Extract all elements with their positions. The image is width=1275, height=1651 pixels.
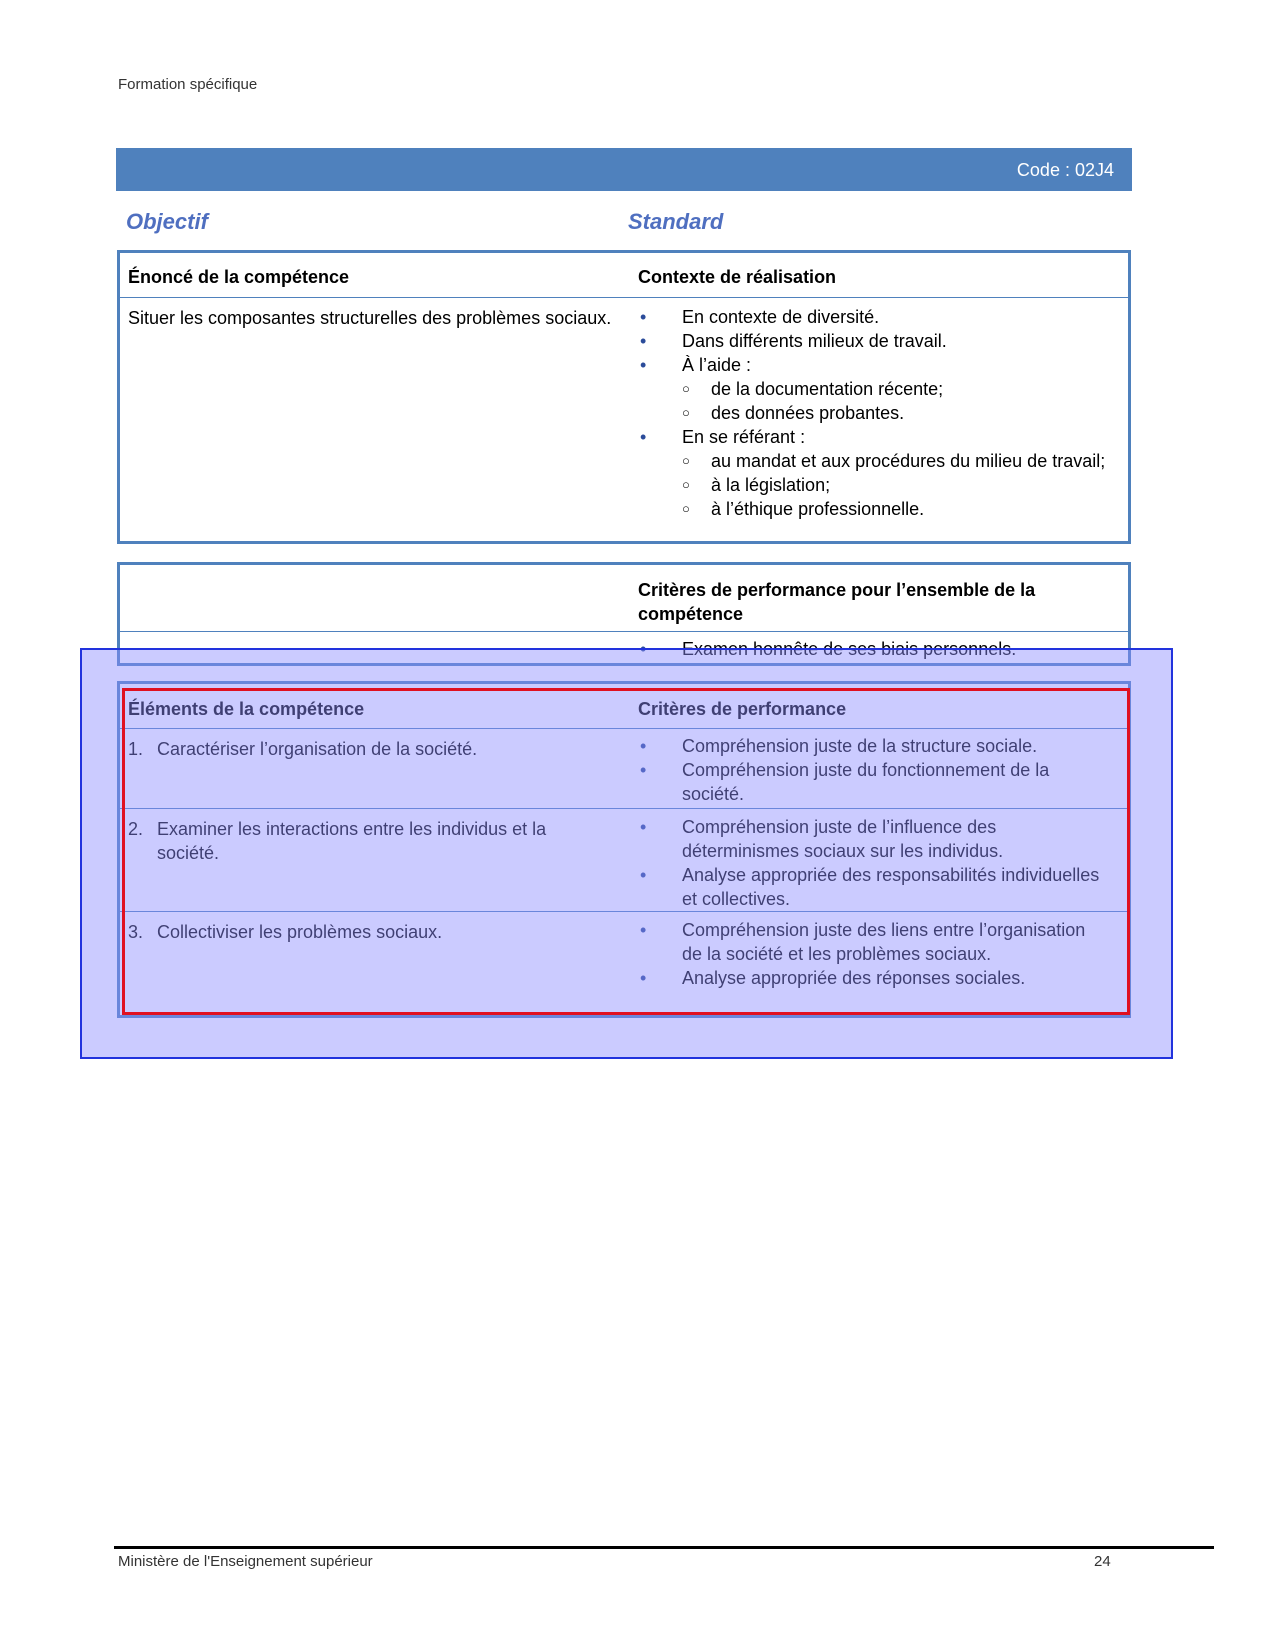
footer-ministry: Ministère de l'Enseignement supérieur xyxy=(118,1553,373,1570)
list-item: • Analyse appropriée des réponses sociales. xyxy=(638,966,1108,990)
element-row-2: 2. Examiner les interactions entre les individus et la société. xyxy=(128,819,547,863)
list-item: • Dans différents milieux de travail. xyxy=(638,329,1108,353)
enonce-header: Énoncé de la compétence xyxy=(128,267,350,287)
list-item: ○ à l’éthique professionnelle. xyxy=(682,497,1108,521)
list-item: • À l’aide : ○ de la documentation récente; ○ des données probantes. xyxy=(638,353,1108,425)
objectif-title: Objectif xyxy=(126,209,208,234)
header-label: Formation spécifique xyxy=(118,76,258,93)
standard-title: Standard xyxy=(628,209,724,234)
list-item: ○ à la législation; xyxy=(682,473,1108,497)
list-item: • Compréhension juste des liens entre l’organisation de la société et les problèmes sociaux. xyxy=(638,918,1108,966)
list-item: • En contexte de diversité. xyxy=(638,305,1108,329)
contexte-list xyxy=(638,305,1108,521)
list-item: ○ des données probantes. xyxy=(682,401,1108,425)
list-item: • Compréhension juste de l’influence des déterminismes sociaux sur les individus. xyxy=(638,815,1108,863)
list-item: ○ de la documentation récente; xyxy=(682,377,1108,401)
criteres-header: Critères de performance xyxy=(638,699,847,719)
contexte-header: Contexte de réalisation xyxy=(638,267,837,287)
list-item: • En se référant : ○ au mandat et aux procédures du milieu de travail; ○ à la législation; ○ à l’éthique professionnelle. xyxy=(638,425,1108,521)
table-enonce-contexte xyxy=(117,250,1131,544)
enonce-text: Situer les composantes structurelles des problèmes sociaux. xyxy=(128,308,612,328)
list-item: ○ au mandat et aux procédures du milieu de travail; xyxy=(682,449,1108,473)
footer-divider xyxy=(114,1546,1214,1549)
code-bar xyxy=(116,148,1132,191)
table-criteres-ensemble xyxy=(117,562,1131,666)
elements-header: Éléments de la compétence xyxy=(128,699,365,719)
list-item: • Analyse appropriée des responsabilités individuelles et collectives. xyxy=(638,863,1108,911)
list-item: • Examen honnête de ses biais personnels. xyxy=(638,637,1108,661)
table-elements-criteres xyxy=(117,681,1131,1018)
criteres-ensemble-header: Critères de performance pour l’ensemble de la compétence xyxy=(638,580,1036,624)
element-row-1: 1. Caractériser l’organisation de la société. xyxy=(128,739,478,759)
code-text: Code : 02J4 xyxy=(1016,160,1114,180)
element-row-3: 3. Collectiviser les problèmes sociaux. xyxy=(128,922,443,942)
page-number: 24 xyxy=(1094,1553,1111,1570)
list-item: • Compréhension juste du fonctionnement de la société. xyxy=(638,758,1108,806)
list-item: • Compréhension juste de la structure sociale. xyxy=(638,734,1108,758)
